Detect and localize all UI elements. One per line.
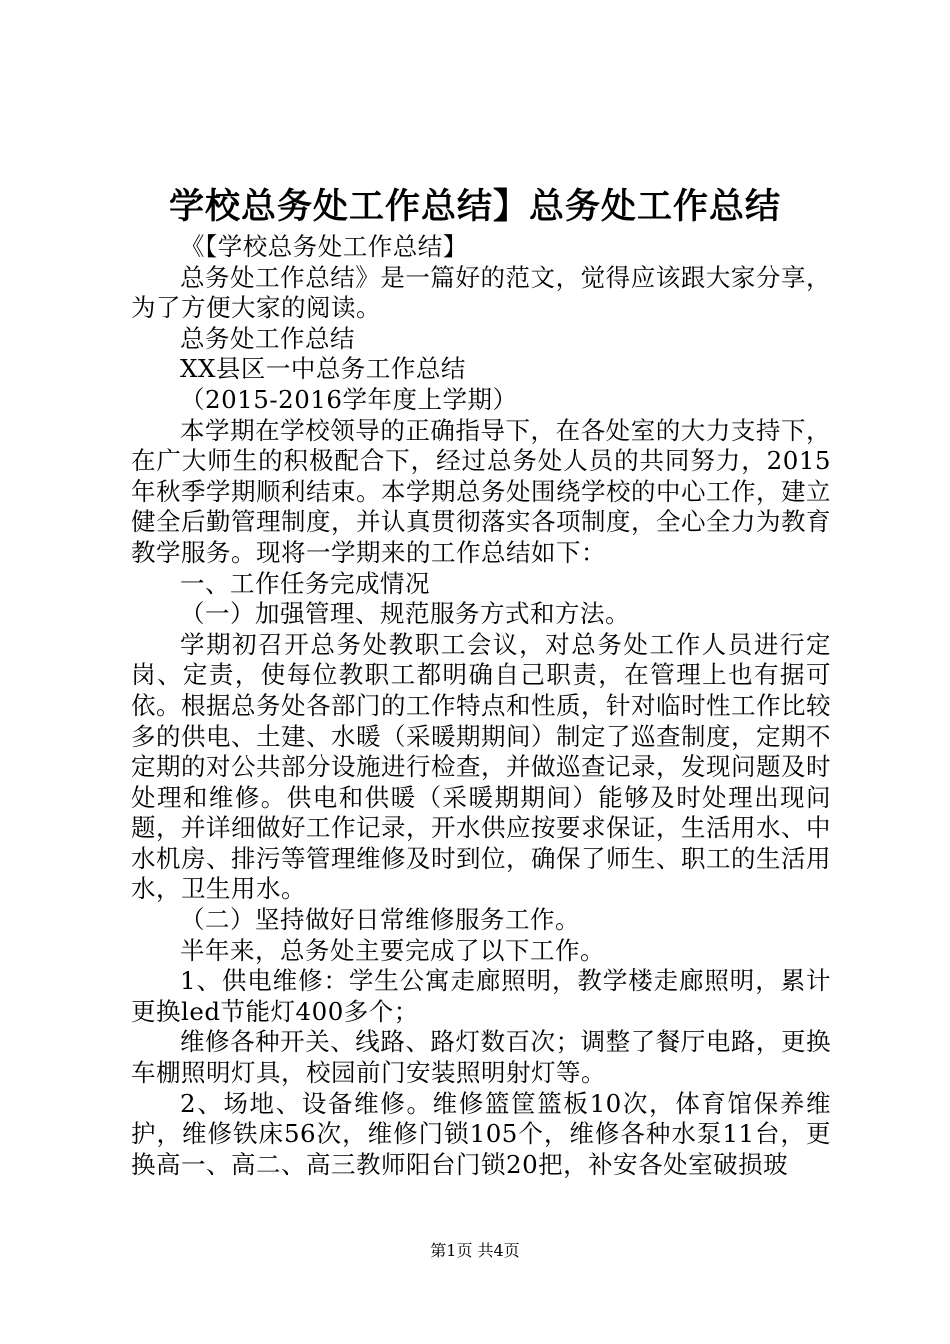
paragraph: 总务处工作总结》是一篇好的范文，觉得应该跟大家分享，为了方便大家的阅读。: [131, 262, 831, 323]
paragraph: 维修各种开关、线路、路灯数百次；调整了餐厅电路，更换车棚照明灯具，校园前门安装照明射灯等。: [131, 1027, 831, 1088]
paragraph: 1、供电维修：学生公寓走廊照明，教学楼走廊照明，累计更换led节能灯400多个；: [131, 966, 831, 1026]
page-footer: 第1页 共4页: [430, 1241, 520, 1260]
document-body: [131, 232, 831, 1180]
subsection-heading: （二）坚持做好日常维修服务工作。: [180, 905, 580, 935]
paragraph: XX县区一中总务工作总结: [180, 354, 466, 384]
paragraph: 本学期在学校领导的正确指导下，在各处室的大力支持下，在广大师生的积极配合下，经过总务处人员的共同努力，2015年秋季学期顺利结束。本学期总务处围绕学校的中心工作，建立健全后勤管理制度，并认真贯彻落实各项制度，全心全力为教育教学服务。现将一学期来的工作总结如下：: [131, 415, 831, 567]
paragraph: 学期初召开总务处教职工会议，对总务处工作人员进行定岗、定责，使每位教职工都明确自己职责，在管理上也有据可依。根据总务处各部门的工作特点和性质，针对临时性工作比较多的供电、土建、水暖（采暖期期间）制定了巡查制度，定期不定期的对公共部分设施进行检查，并做巡查记录，发现问题及时处理和维修。供电和供暖（采暖期期间）能够及时处理出现问题，并详细做好工作记录，开水供应按要求保证，生活用水、中水机房、排污等管理维修及时到位，确保了师生、职工的生活用水，卫生用水。: [131, 629, 831, 904]
paragraph: （2015-2016学年度上学期）: [180, 384, 518, 414]
subsection-heading: （一）加强管理、规范服务方式和方法。: [180, 599, 630, 629]
section-heading: 一、工作任务完成情况: [180, 568, 430, 598]
paragraph: 2、场地、设备维修。维修篮筐篮板10次，体育馆保养维护，维修铁床56次，维修门锁105个，维修各种水泵11台，更换高一、高二、高三教师阳台门锁20把，补安各处室破损玻: [131, 1088, 831, 1179]
document-title: 学校总务处工作总结】总务处工作总结: [168, 187, 781, 227]
paragraph: 总务处工作总结: [180, 323, 355, 353]
paragraph: 《【学校总务处工作总结】: [180, 232, 468, 261]
paragraph: 半年来，总务处主要完成了以下工作。: [180, 935, 605, 965]
